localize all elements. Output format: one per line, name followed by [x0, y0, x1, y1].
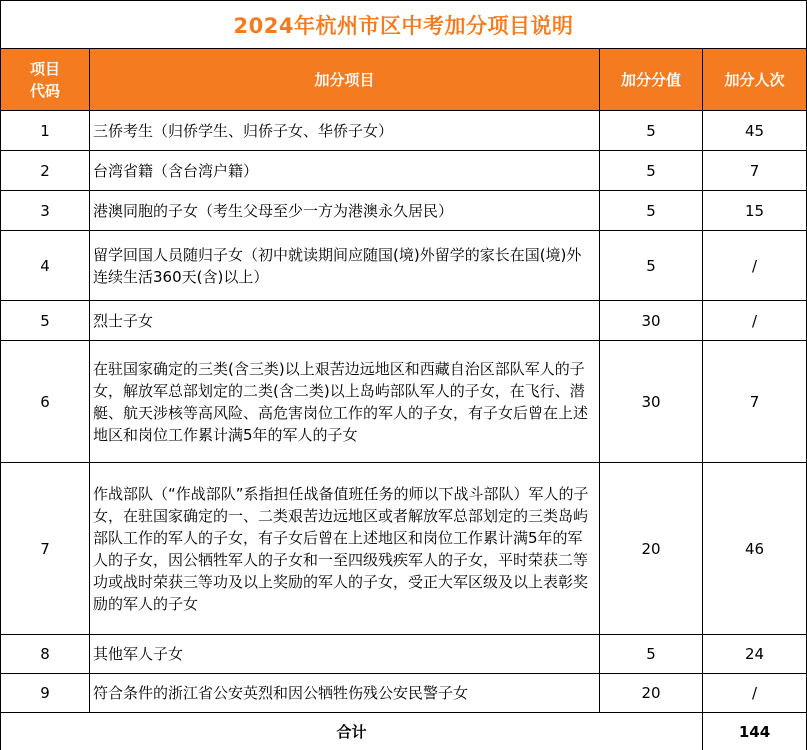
table-title: 2024年杭州市区中考加分项目说明 [1, 1, 807, 49]
row-item: 符合条件的浙江省公安英烈和因公牺牲伤残公安民警子女 [90, 674, 600, 713]
row-item: 台湾省籍（含台湾户籍） [90, 151, 600, 191]
row-points: 20 [600, 674, 703, 713]
row-item: 港澳同胞的子女（考生父母至少一方为港澳永久居民） [90, 191, 600, 231]
row-code: 8 [1, 635, 90, 674]
row-count: 7 [703, 151, 807, 191]
table-row [1, 341, 807, 463]
table-row [1, 191, 807, 231]
row-code: 5 [1, 301, 90, 341]
header-points: 加分分值 [600, 49, 703, 111]
row-count: 24 [703, 635, 807, 674]
table-row [1, 111, 807, 151]
row-item: 留学回国人员随归子女（初中就读期间应随国(境)外留学的家长在国(境)外连续生活360天(含)以上） [90, 231, 600, 301]
table-row [1, 151, 807, 191]
header-count: 加分人次 [703, 49, 807, 111]
row-item: 作战部队（“作战部队”系指担任战备值班任务的师以下战斗部队）军人的子女，在驻国家确定的一、二类艰苦边远地区或者解放军总部划定的三类岛屿部队工作的军人的子女，有子女后曾在上述地区和岗位工作累计满5年的军人的子女，因公牺牲军人的子女和一至四级残疾军人的子女，平时荣获二等功或战时荣获三等功及以上奖励的军人的子女，受正大军区级及以上表彰奖励的军人的子女 [90, 463, 600, 635]
header-code [1, 49, 90, 111]
total-row [1, 713, 807, 750]
row-points: 5 [600, 635, 703, 674]
row-code: 6 [1, 341, 90, 463]
row-points: 30 [600, 341, 703, 463]
row-count: 15 [703, 191, 807, 231]
table-row [1, 463, 807, 635]
table-row [1, 231, 807, 301]
header-item: 加分项目 [90, 49, 600, 111]
row-points: 30 [600, 301, 703, 341]
row-count: 46 [703, 463, 807, 635]
row-count: / [703, 674, 807, 713]
row-points: 5 [600, 111, 703, 151]
row-points: 20 [600, 463, 703, 635]
row-code: 7 [1, 463, 90, 635]
total-count: 144 [703, 713, 807, 750]
row-item: 三侨考生（归侨学生、归侨子女、华侨子女） [90, 111, 600, 151]
row-count: / [703, 301, 807, 341]
table-row [1, 635, 807, 674]
row-item: 其他军人子女 [90, 635, 600, 674]
row-count: / [703, 231, 807, 301]
row-points: 5 [600, 231, 703, 301]
title-row [1, 1, 807, 49]
table-row [1, 674, 807, 713]
header-code-label: 项目 代码 [29, 59, 60, 100]
row-points: 5 [600, 191, 703, 231]
row-item: 在驻国家确定的三类(含三类)以上艰苦边远地区和西藏自治区部队军人的子女，解放军总部划定的二类(含二类)以上岛屿部队军人的子女，在飞行、潜艇、航天涉核等高风险、高危害岗位工作的军人的子女，有子女后曾在上述地区和岗位工作累计满5年的军人的子女 [90, 341, 600, 463]
row-code: 2 [1, 151, 90, 191]
row-code: 1 [1, 111, 90, 151]
row-item: 烈士子女 [90, 301, 600, 341]
table-row [1, 301, 807, 341]
row-code: 4 [1, 231, 90, 301]
row-code: 9 [1, 674, 90, 713]
total-label: 合计 [1, 713, 703, 750]
row-count: 7 [703, 341, 807, 463]
header-row [1, 49, 807, 111]
row-count: 45 [703, 111, 807, 151]
row-code: 3 [1, 191, 90, 231]
row-points: 5 [600, 151, 703, 191]
